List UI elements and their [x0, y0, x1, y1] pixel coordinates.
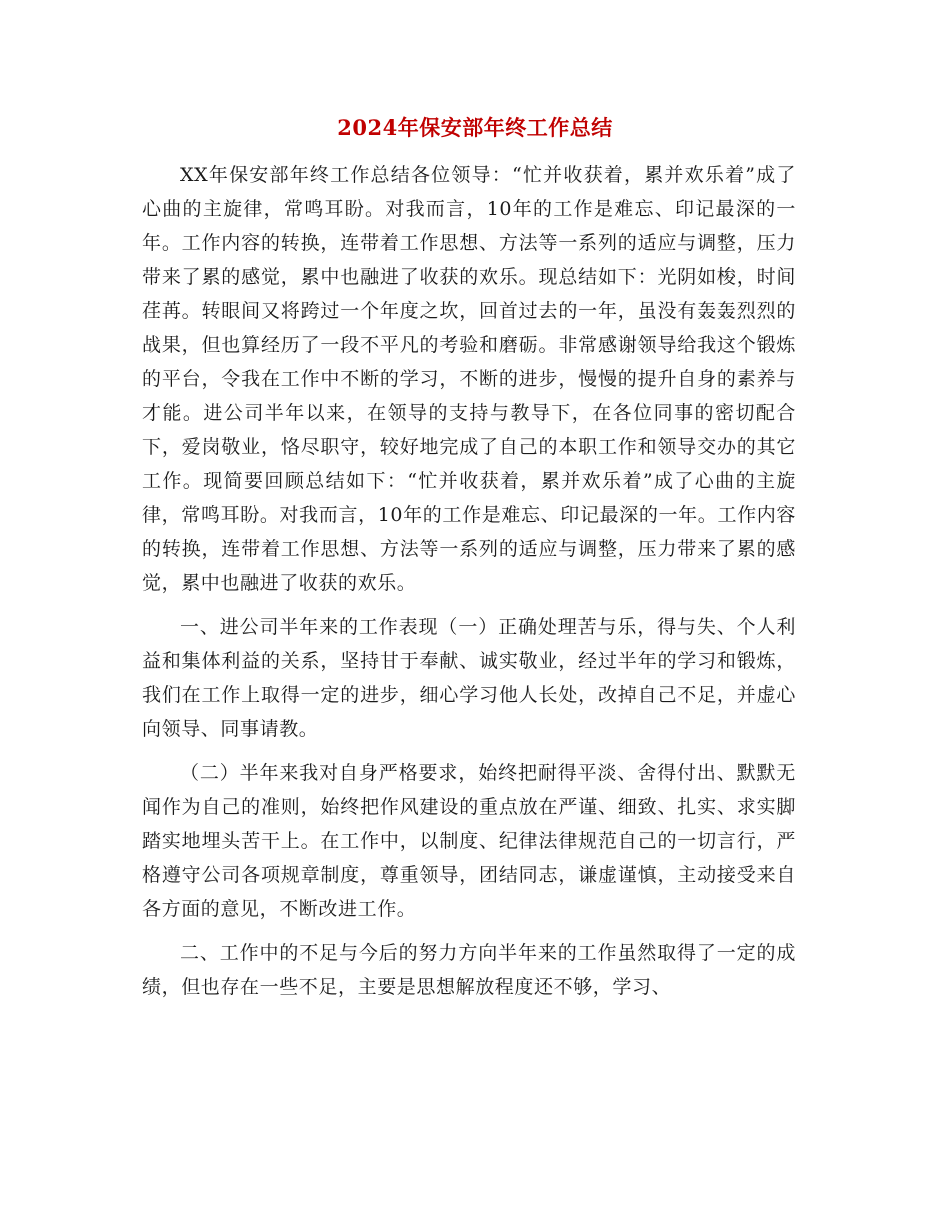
paragraph-section-1: 一、进公司半年来的工作表现（一）正确处理苦与乐，得与失、个人利益和集体利益的关系，坚持甘于奉献、诚实敬业，经过半年的学习和锻炼，我们在工作上取得一定的进步，细心学习他人长处，改掉自己不足，并虚心向领导、同事请教。	[142, 616, 796, 740]
paragraph-section-2: 二、工作中的不足与今后的努力方向半年来的工作虽然取得了一定的成绩，但也存在一些不足，主要是思想解放程度还不够，学习、	[142, 942, 796, 998]
paragraph-intro: XX年保安部年终工作总结各位领导：“忙并收获着，累并欢乐着”成了心曲的主旋律，常鸣耳盼。对我而言，10年的工作是难忘、印记最深的一年。工作内容的转换，连带着工作思想、方法等一系列的适应与调整，压力带来了累的感觉，累中也融进了收获的欢乐。现总结如下：光阴如梭，时间荏苒。转眼间又将跨过一个年度之坎，回首过去的一年，虽没有轰轰烈烈的战果，但也算经历了一段不平凡的考验和磨砺。非常感谢领导给我这个锻炼的平台，令我在工作中不断的学习，不断的进步，慢慢的提升自身的素养与才能。进公司半年以来，在领导的支持与教导下，在各位同事的密切配合下，爱岗敬业，恪尽职守，较好地完成了自己的本职工作和领导交办的其它工作。现简要回顾总结如下：“忙并收获着，累并欢乐着”成了心曲的主旋律，常鸣耳盼。对我而言，10年的工作是难忘、印记最深的一年。工作内容的转换，连带着工作思想、方法等一系列的适应与调整，压力带来了累的感觉，累中也融进了收获的欢乐。	[142, 164, 796, 594]
paragraph-section-1-2: （二）半年来我对自身严格要求，始终把耐得平淡、舍得付出、默默无闻作为自己的准则，始终把作风建设的重点放在严谨、细致、扎实、求实脚踏实地埋头苦干上。在工作中，以制度、纪律法律规范自己的一切言行，严格遵守公司各项规章制度，尊重领导，团结同志，谦虚谨慎，主动接受来自各方面的意见，不断改进工作。	[142, 762, 796, 920]
document-body	[142, 158, 796, 1014]
document-title: 2024年保安部年终工作总结	[337, 115, 613, 140]
